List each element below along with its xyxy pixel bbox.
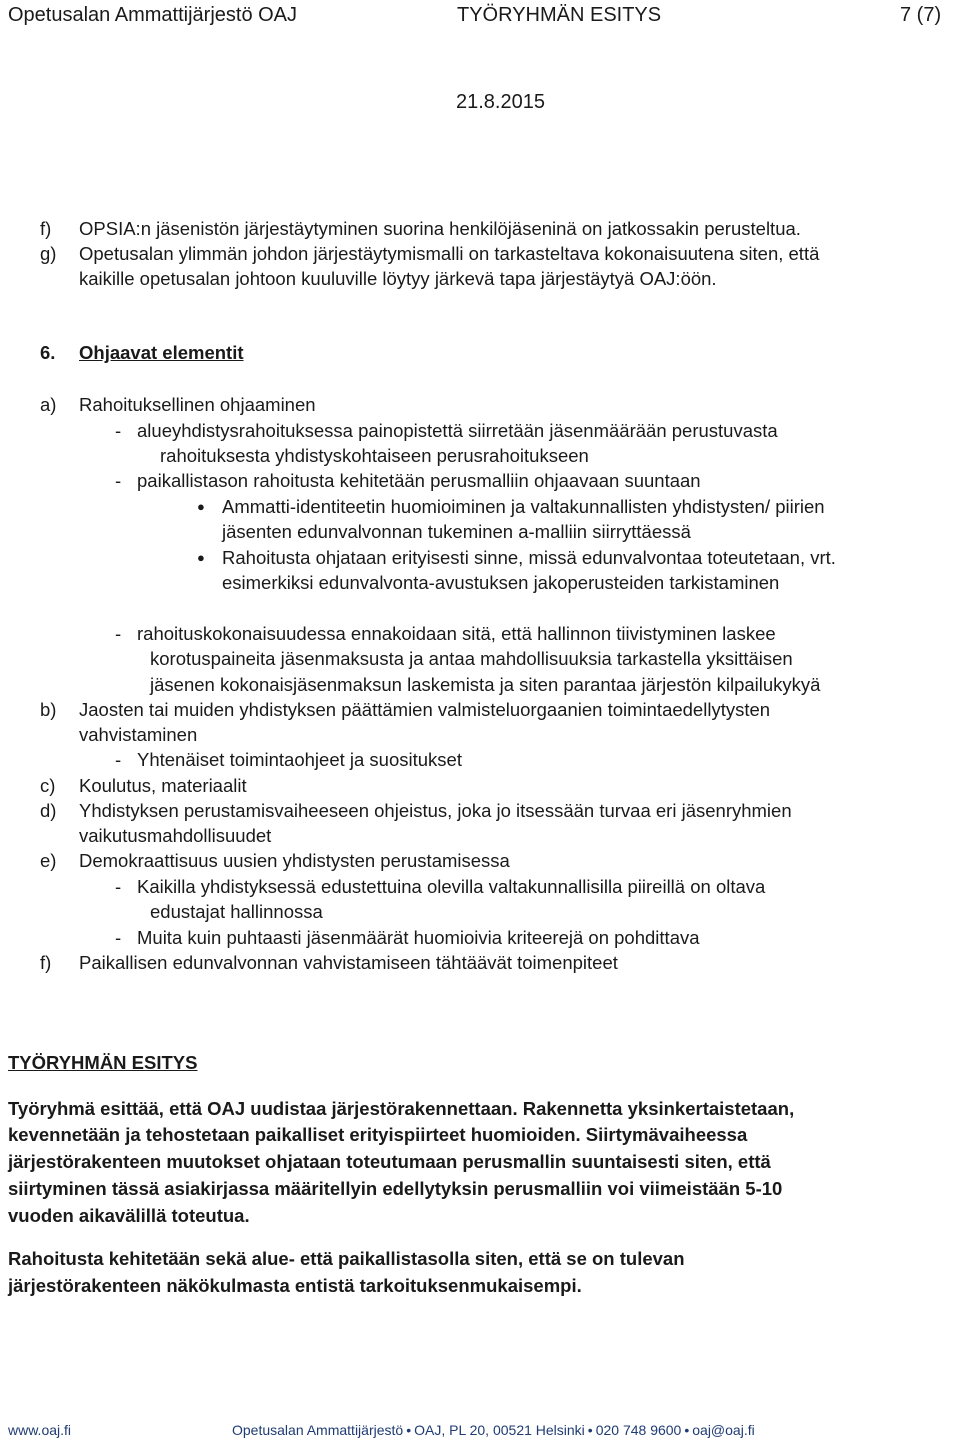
- dash-marker: -: [115, 876, 122, 897]
- item-e-dash2: Muita kuin puhtaasti jäsenmäärät huomioivia kriteerejä on pohdittava: [137, 927, 700, 948]
- section-number: 6.: [40, 342, 56, 363]
- header-doc-title: TYÖRYHMÄN ESITYS: [457, 4, 662, 26]
- item-a-label: a): [40, 394, 57, 415]
- dash-marker: -: [115, 623, 122, 644]
- item-e-dash1-line2: edustajat hallinnossa: [150, 901, 323, 922]
- proposal-para1-line3: järjestörakenteen muutokset ohjataan toteutumaan perusmallin suuntaisesti siten, että: [8, 1151, 771, 1172]
- item-a-title: Rahoituksellinen ohjaaminen: [79, 394, 316, 415]
- header-page-number: 7 (7): [900, 4, 942, 26]
- item-d-line2: vaikutusmahdollisuudet: [79, 825, 272, 846]
- dash-marker: -: [115, 470, 122, 491]
- item-e-dash1-line1: Kaikilla yhdistyksessä edustettuina olevilla valtakunnallisilla piireillä on oltava: [137, 876, 766, 897]
- footer-org: Opetusalan Ammattijärjestö: [232, 1422, 404, 1438]
- footer-web-link[interactable]: www.oaj.fi: [8, 1422, 72, 1438]
- proposal-para1-line4: siirtyminen tässä asiakirjassa määritellyin edellytyksin perusmalliin voi viimeistään 5-10: [8, 1178, 783, 1199]
- proposal-para1-line1: Työryhmä esittää, että OAJ uudistaa järjestörakennettaan. Rakennetta yksinkertaistetaan,: [8, 1098, 795, 1119]
- proposal-para1-line2: kevennetään ja tehostetaan paikalliset erityispiirteet huomioiden. Siirtymävaiheessa: [8, 1124, 748, 1145]
- dash-marker: -: [115, 420, 122, 441]
- dash-marker: -: [115, 927, 122, 948]
- item-a-dash3-line3: jäsenen kokonaisjäsenmaksun laskemista ja siten parantaa järjestön kilpailukykyä: [150, 674, 821, 695]
- item-c-text: Koulutus, materiaalit: [79, 775, 247, 796]
- intro-item-f-text: OPSIA:n jäsenistön järjestäytyminen suorina henkilöjäseninä on jatkossakin perusteltua.: [79, 218, 801, 239]
- item-a-bullet2-line1: Rahoitusta ohjataan erityisesti sinne, missä edunvalvontaa toteutetaan, vrt.: [222, 547, 836, 568]
- proposal-heading: TYÖRYHMÄN ESITYS: [8, 1052, 198, 1073]
- intro-item-f-label: f): [40, 218, 52, 239]
- header-date: 21.8.2015: [456, 91, 545, 113]
- intro-item-g-line1: Opetusalan ylimmän johdon järjestäytymismalli on tarkasteltava kokonaisuutena siten, että: [79, 243, 820, 264]
- item-f-text: Paikallisen edunvalvonnan vahvistamiseen tähtäävät toimenpiteet: [79, 952, 618, 973]
- item-c-label: c): [40, 775, 56, 796]
- item-f-label: f): [40, 952, 52, 973]
- footer-email[interactable]: oaj@oaj.fi: [692, 1422, 755, 1438]
- item-a-dash1-line1: alueyhdistysrahoituksessa painopistettä siirretään jäsenmäärään perustuvasta: [137, 420, 778, 441]
- item-e-text: Demokraattisuus uusien yhdistysten perustamisessa: [79, 850, 510, 871]
- item-b-line2: vahvistaminen: [79, 724, 198, 745]
- item-a-dash2: paikallistason rahoitusta kehitetään perusmalliin ohjaavaan suuntaan: [137, 470, 701, 491]
- item-a-bullet1-line1: Ammatti-identiteetin huomioiminen ja valtakunnallisten yhdistysten/ piirien: [222, 496, 825, 517]
- section-title: Ohjaavat elementit: [79, 342, 244, 363]
- proposal-para1-line5: vuoden aikavälillä toteutua.: [8, 1205, 250, 1226]
- intro-item-g-line2: kaikille opetusalan johtoon kuuluville löytyy järkevä tapa järjestäytyä OAJ:öön.: [79, 268, 717, 289]
- item-a-dash1-line2: rahoituksesta yhdistyskohtaiseen perusrahoitukseen: [160, 445, 589, 466]
- dash-marker: -: [115, 749, 122, 770]
- item-b-dash: Yhtenäiset toimintaohjeet ja suositukset: [137, 749, 462, 770]
- footer-separator: •: [684, 1422, 690, 1438]
- footer-contact: [232, 1420, 755, 1440]
- footer-separator: •: [406, 1422, 412, 1438]
- proposal-para2-line2: järjestörakenteen näkökulmasta entistä tarkoituksenmukaisempi.: [8, 1275, 582, 1296]
- item-d-line1: Yhdistyksen perustamisvaiheeseen ohjeistus, joka jo itsessään turvaa eri jäsenryhmien: [79, 800, 792, 821]
- item-a-bullet1-line2: jäsenten edunvalvonnan tukeminen a-malliin siirryttäessä: [222, 521, 691, 542]
- item-a-bullet2-line2: esimerkiksi edunvalvonta-avustuksen jakoperusteiden tarkistaminen: [222, 572, 780, 593]
- item-b-label: b): [40, 699, 57, 720]
- item-e-label: e): [40, 850, 57, 871]
- header-org: Opetusalan Ammattijärjestö OAJ: [8, 4, 298, 26]
- bullet-marker: ●: [197, 550, 205, 565]
- item-a-dash3-line2: korotuspaineita jäsenmaksusta ja antaa mahdollisuuksia tarkastella yksittäisen: [150, 648, 793, 669]
- proposal-para2-line1: Rahoitusta kehitetään sekä alue- että paikallistasolla siten, että se on tulevan: [8, 1248, 685, 1269]
- bullet-marker: ●: [197, 499, 205, 514]
- footer-phone: 020 748 9600: [595, 1422, 682, 1438]
- footer-separator: •: [587, 1422, 593, 1438]
- intro-item-g-label: g): [40, 243, 57, 264]
- item-b-line1: Jaosten tai muiden yhdistyksen päättämien valmisteluorgaanien toimintaedellytysten: [79, 699, 771, 720]
- footer-address: OAJ, PL 20, 00521 Helsinki: [414, 1422, 585, 1438]
- item-a-dash3-line1: rahoituskokonaisuudessa ennakoidaan sitä, että hallinnon tiivistyminen laskee: [137, 623, 776, 644]
- item-d-label: d): [40, 800, 57, 821]
